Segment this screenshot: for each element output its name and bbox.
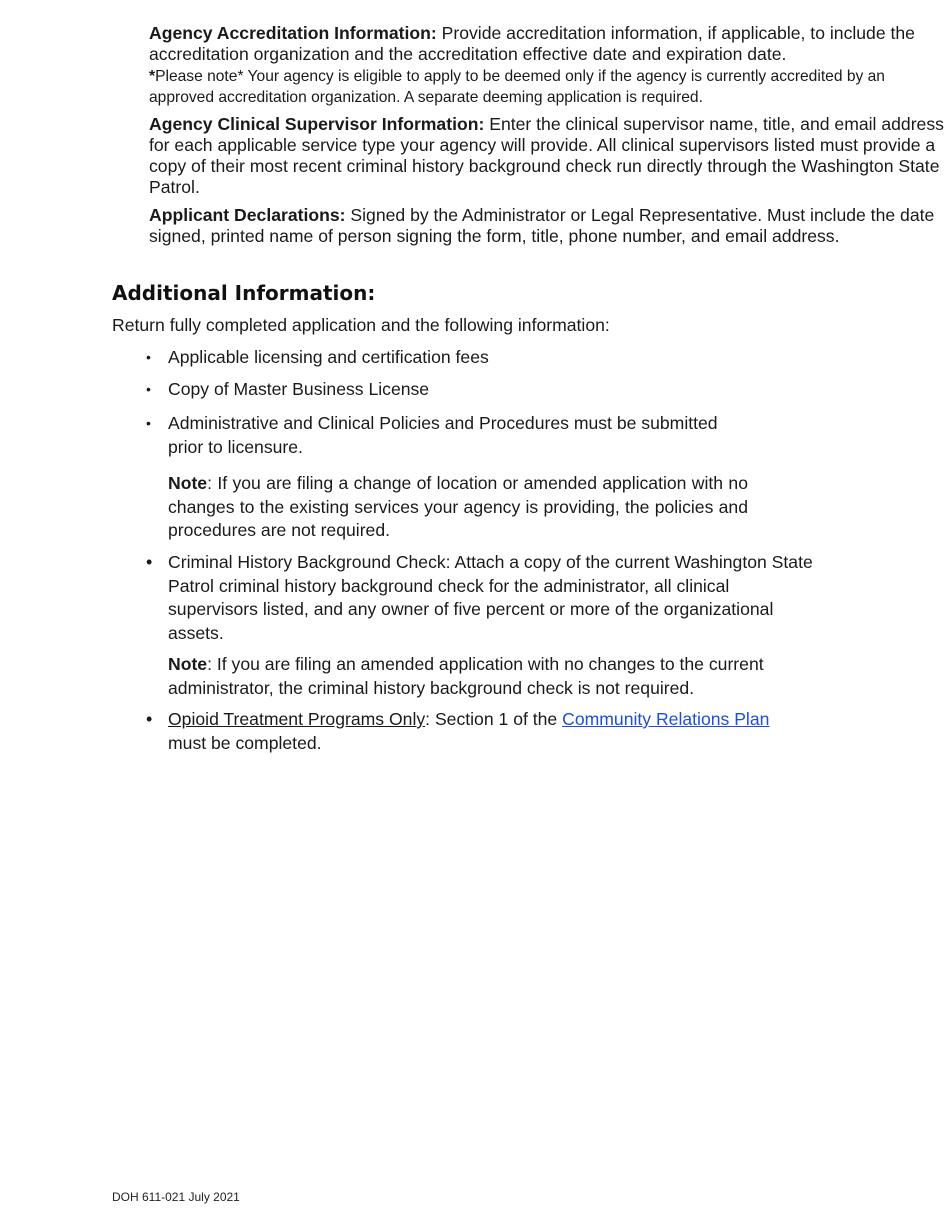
additional-information-heading: Additional Information: bbox=[112, 281, 376, 305]
policies-note-text: : If you are filing a change of location or amended application with no changes to the existing services your agency is providing, the policies and procedures are not required. bbox=[168, 473, 748, 540]
opioid-label: Opioid Treatment Programs Only bbox=[168, 709, 426, 729]
accreditation-text: Provide accreditation information, if applicable, to include the accreditation organization and the accreditation effective date and expiration date. bbox=[149, 23, 915, 64]
policies-note bbox=[168, 472, 748, 543]
additional-information-intro: Return fully completed application and the following information: bbox=[112, 315, 610, 335]
supervisor-label: Agency Clinical Supervisor Information: bbox=[149, 114, 485, 134]
bullet-fees: Applicable licensing and certification fees bbox=[168, 347, 489, 367]
bullet-icon: • bbox=[146, 349, 151, 365]
supervisor-text: Enter the clinical supervisor name, title, and email address for each applicable service type your agency will provide. All clinical supervisors listed must provide a copy of their most recent criminal history background check run directly through the Washington State Patrol. bbox=[149, 114, 944, 197]
deeming-note bbox=[149, 66, 944, 108]
community-relations-plan-link[interactable]: Community Relations Plan bbox=[562, 709, 770, 729]
declarations-text: Signed by the Administrator or Legal Representative. Must include the date signed, printed name of person signing the form, title, phone number, and email address. bbox=[149, 205, 935, 246]
policies-note-label: Note bbox=[168, 473, 208, 493]
bullet-policies bbox=[168, 412, 768, 459]
form-number-footer: DOH 611-021 July 2021 bbox=[112, 1190, 240, 1204]
opioid-text-2: must be completed. bbox=[168, 732, 322, 753]
bullet-icon: • bbox=[146, 415, 151, 431]
declarations-paragraph bbox=[149, 205, 944, 247]
declarations-label: Applicant Declarations: bbox=[149, 205, 346, 225]
bullet-background-check: Criminal History Background Check: Attach a copy of the current Washington State Patrol criminal history background check for the administrator, all clinical supervisors listed, and any owner of five percent or more of the organizational assets. bbox=[168, 552, 813, 643]
background-note-text: : If you are filing an amended application with no changes to the current administrator, the criminal history background check is not required. bbox=[168, 654, 764, 698]
bullet-icon: • bbox=[146, 709, 153, 729]
accreditation-paragraph bbox=[149, 23, 944, 65]
opioid-text-1: : Section 1 of the bbox=[425, 709, 563, 729]
supervisor-paragraph bbox=[149, 114, 944, 198]
bullet-icon: • bbox=[146, 381, 151, 397]
deeming-note-star: * bbox=[149, 68, 156, 85]
deeming-note-text: Please note* Your agency is eligible to apply to be deemed only if the agency is currently accredited by an approved accreditation organization. A separate deeming application is required. bbox=[149, 68, 885, 106]
bullet-policies-line2: prior to licensure. bbox=[168, 436, 303, 457]
background-check-note bbox=[168, 653, 818, 700]
background-note-label: Note bbox=[168, 654, 208, 674]
bullet-icon: • bbox=[146, 552, 153, 572]
bullet-opioid bbox=[168, 708, 828, 755]
bullet-license: Copy of Master Business License bbox=[168, 379, 430, 399]
accreditation-label: Agency Accreditation Information: bbox=[149, 23, 437, 43]
bullet-policies-line1: Administrative and Clinical Policies and Procedures must be submitted bbox=[168, 413, 718, 433]
